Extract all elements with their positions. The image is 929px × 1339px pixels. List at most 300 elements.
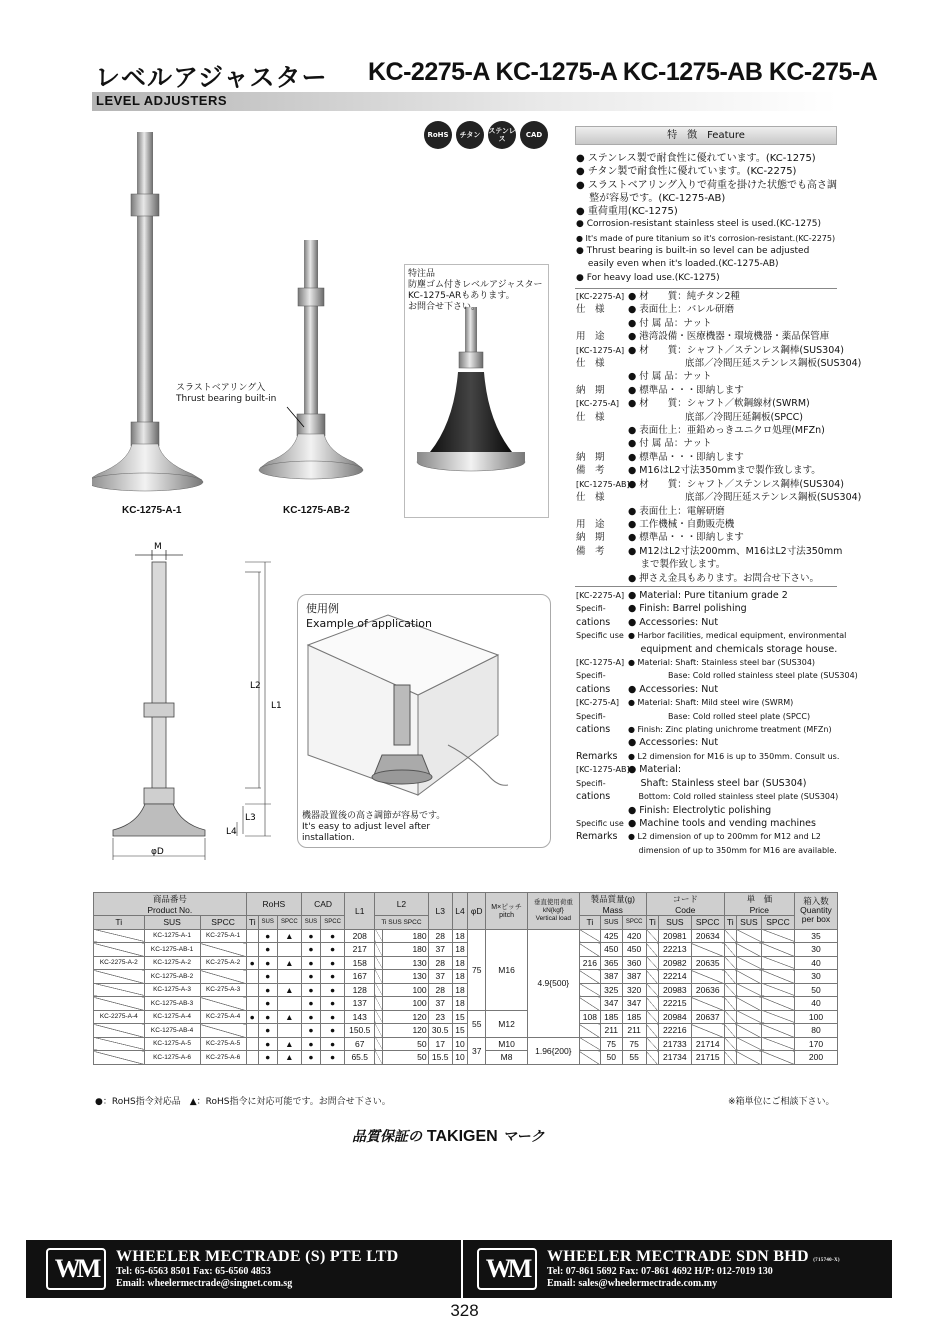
cad-spcc: ● <box>320 1037 344 1051</box>
spec-key <box>576 317 628 330</box>
code-spcc: 20637 <box>691 1010 724 1024</box>
mass-sus: 185 <box>601 1010 623 1024</box>
th-load: 垂直使用荷重 kN{kgf} Vertical load <box>527 893 579 930</box>
price-ti <box>724 956 736 970</box>
mass-spcc: 347 <box>622 997 646 1011</box>
mass-sus: 75 <box>601 1037 623 1051</box>
th-pitch: M×ピッチ pitch <box>486 893 528 930</box>
l1-cell: 143 <box>345 1010 375 1024</box>
spec-key: 備 考 <box>576 545 605 557</box>
product-no-sus: KC-1275-A-3 <box>144 983 200 997</box>
example-caption: 機器設置後の高さ調節が容易です。 It's easy to adjust level after installation. <box>302 811 446 843</box>
l4-cell: 15 <box>452 1010 467 1024</box>
spec-value: 底部／冷間圧延ステンレス鋼板(SUS304) <box>628 492 862 504</box>
cad-sus: ● <box>301 1051 320 1065</box>
spec-value: ● 材 質：シャフト／ステンレス鋼棒(SUS304) <box>628 344 844 356</box>
spec-value: ● 表面仕上：バレル研磨 <box>628 304 735 316</box>
mass-spcc: 420 <box>622 929 646 943</box>
product-no-sus: KC-1275-AB-1 <box>144 943 200 957</box>
special-order-note: 特注品 防塵ゴム付きレベルアジャスター KC-1275-ARもあります。 お問合せ下さい。 <box>408 269 543 312</box>
price-spcc <box>762 1037 795 1051</box>
product-no-sus: KC-1275-AB-3 <box>144 997 200 1011</box>
spec-value: ● Accessories: Nut <box>628 616 719 628</box>
product-no-ti <box>94 983 145 997</box>
rohs-spcc: ▲ <box>277 956 301 970</box>
cad-spcc: ● <box>320 970 344 984</box>
product-no-spcc <box>200 997 246 1011</box>
th-rohs: RoHS <box>246 893 301 916</box>
l3-cell: 37 <box>428 970 452 984</box>
example-title: 使用例 Example of application <box>306 602 432 630</box>
spec-key: cations <box>576 616 611 628</box>
price-ti <box>724 970 736 984</box>
spec-value: まで製作致します。 <box>628 559 726 571</box>
th-l3: L3 <box>428 893 452 930</box>
code-sus: 21733 <box>658 1037 691 1051</box>
code-sus: 20983 <box>658 983 691 997</box>
rohs-spcc <box>277 943 301 957</box>
load-cell: 4.9{500} <box>527 929 579 1037</box>
spec-key: [KC-1275-A] <box>576 345 625 355</box>
l3-cell: 23 <box>428 1010 452 1024</box>
spec-key: Specific use <box>576 818 624 828</box>
thrust-bearing-label: スラストベアリング入 Thrust bearing built-in <box>176 383 277 404</box>
rohs-sus: ● <box>258 1037 277 1051</box>
spec-row <box>576 384 838 397</box>
mass-ti <box>579 983 600 997</box>
spec-value: ● Harbor facilities, medical equipment, environmental <box>628 631 847 641</box>
mass-ti <box>579 1024 600 1038</box>
spec-key <box>576 643 628 656</box>
certification-badges <box>424 121 548 149</box>
price-ti <box>724 983 736 997</box>
th-l4: L4 <box>452 893 467 930</box>
rohs-spcc <box>277 970 301 984</box>
feature-item: ● ステンレス製で耐食性に優れています。(KC-1275) <box>576 153 816 164</box>
spec-value: ● Machine tools and vending machines <box>628 817 816 829</box>
spec-key <box>576 370 628 383</box>
company-email-my: Email: sales@wheelermectrade.com.my <box>547 1278 718 1289</box>
mass-spcc: 387 <box>622 970 646 984</box>
l1-cell: 67 <box>345 1037 375 1051</box>
code-spcc: 20635 <box>691 956 724 970</box>
rohs-sus: ● <box>258 983 277 997</box>
dim-l4: L4 <box>226 827 237 837</box>
price-spcc <box>762 1024 795 1038</box>
spec-value: ● 付 属 品：ナット <box>628 438 712 450</box>
product-no-spcc: KC-275-A-2 <box>200 956 246 970</box>
d-cell: 75 <box>468 929 486 1010</box>
qty-cell: 100 <box>794 1010 837 1024</box>
code-sus: 20984 <box>658 1010 691 1024</box>
qty-cell: 30 <box>794 943 837 957</box>
l2-ti-cell <box>375 1051 383 1065</box>
product-no-ti <box>94 929 145 943</box>
table-note: ※箱単位にご相談下さい。 <box>728 1097 835 1107</box>
rohs-spcc: ▲ <box>277 983 301 997</box>
spec-key <box>576 844 628 857</box>
product-no-sus: KC-1275-A-5 <box>144 1037 200 1051</box>
spec-row <box>576 437 838 450</box>
dealer-malaysia <box>461 1240 892 1298</box>
l2-cell: 100 <box>383 983 428 997</box>
spec-value: ● Finish: Barrel polishing <box>628 603 747 615</box>
product-no-ti <box>94 943 145 957</box>
mass-sus: 365 <box>601 956 623 970</box>
spec-key: Specifi- <box>576 711 606 721</box>
code-sus: 22216 <box>658 1024 691 1038</box>
product-no-ti <box>94 1051 145 1065</box>
spec-key: 納 期 <box>576 384 605 396</box>
spec-row <box>576 830 838 843</box>
product-no-spcc: KC-275-A-6 <box>200 1051 246 1065</box>
dim-m: M <box>154 542 162 552</box>
code-sus: 20981 <box>658 929 691 943</box>
cad-sus: ● <box>301 943 320 957</box>
l4-cell: 18 <box>452 997 467 1011</box>
spec-row <box>576 750 838 763</box>
rohs-ti <box>246 1051 258 1065</box>
spec-key: [KC-275-A] <box>576 399 619 409</box>
spec-value: Shaft: Stainless steel bar (SUS304) <box>628 777 807 789</box>
code-sus: 22214 <box>658 970 691 984</box>
spec-value: ● L2 dimension for M16 is up to 350mm. Consult us. <box>628 751 840 761</box>
mass-spcc: 211 <box>622 1024 646 1038</box>
cad-sus: ● <box>301 983 320 997</box>
spec-row <box>576 518 838 531</box>
spec-row <box>576 545 843 558</box>
spec-key: [KC-2275-A] <box>576 292 625 301</box>
cad-sus: ● <box>301 929 320 943</box>
price-sus <box>736 1024 761 1038</box>
qty-cell: 170 <box>794 1037 837 1051</box>
product-no-ti <box>94 1024 145 1038</box>
spec-row <box>576 411 838 424</box>
spec-row <box>576 710 838 723</box>
qty-cell: 30 <box>794 970 837 984</box>
rohs-spcc: ▲ <box>277 1010 301 1024</box>
page-number: 328 <box>450 1301 479 1320</box>
l2-ti-cell <box>375 983 383 997</box>
cad-spcc: ● <box>320 983 344 997</box>
th-cad: CAD <box>301 893 344 916</box>
cad-sus: ● <box>301 1037 320 1051</box>
company-name-my: WHEELER MECTRADE SDN BHD <box>547 1248 809 1265</box>
code-spcc: 20634 <box>691 929 724 943</box>
l3-cell: 30.5 <box>428 1024 452 1038</box>
code-ti <box>646 1024 658 1038</box>
th-sus: SUS <box>144 916 200 930</box>
spec-value: Base: Cold rolled stainless steel plate (SUS304) <box>628 671 858 681</box>
dimension-drawing <box>95 538 295 868</box>
spec-value: ● 押さえ金具もあります。お問合せ下さい。 <box>628 572 820 584</box>
th-spcc: SPCC <box>200 916 246 930</box>
qty-cell: 80 <box>794 1024 837 1038</box>
code-spcc: 21714 <box>691 1037 724 1051</box>
product-no-spcc <box>200 1024 246 1038</box>
th-l1: L1 <box>345 893 375 930</box>
price-sus <box>736 983 761 997</box>
spec-key: 備 考 <box>576 465 605 477</box>
price-ti <box>724 1037 736 1051</box>
d-cell: 55 <box>468 1010 486 1037</box>
price-ti <box>724 929 736 943</box>
spec-key: 仕 様 <box>576 411 605 423</box>
price-spcc <box>762 997 795 1011</box>
spec-key <box>576 505 628 518</box>
th-rohs-spcc: SPCC <box>277 916 301 930</box>
th-mass: 製品質量(g) Mass <box>579 893 646 916</box>
price-spcc <box>762 970 795 984</box>
spec-value: ● M12はL2寸法200mm、M16はL2寸法350mm <box>628 545 843 557</box>
product-no-sus: KC-1275-A-6 <box>144 1051 200 1065</box>
price-ti <box>724 1051 736 1065</box>
spec-row <box>576 790 838 803</box>
code-spcc <box>691 997 724 1011</box>
mass-spcc: 360 <box>622 956 646 970</box>
brand-name: TAKIGEN <box>426 1128 498 1145</box>
l2-ti-cell <box>375 956 383 970</box>
l1-cell: 150.5 <box>345 1024 375 1038</box>
mass-ti <box>579 970 600 984</box>
page-title-jp: レベルアジャスター <box>95 63 328 92</box>
company-reg-my: (715740-X) <box>813 1258 840 1263</box>
spec-row <box>576 357 862 370</box>
product-no-spcc <box>200 970 246 984</box>
th-mass-spcc: SPCC <box>622 916 646 930</box>
spec-row <box>576 723 838 736</box>
spec-key: [KC-1275-A] <box>576 658 625 668</box>
stainless-icon: ステンレス <box>488 121 516 149</box>
divider <box>575 586 837 587</box>
th-code-ti: Ti <box>646 916 658 930</box>
pitch-cell: M10 <box>486 1037 528 1051</box>
qty-cell: 40 <box>794 997 837 1011</box>
spec-row <box>576 505 838 518</box>
table-row <box>94 1037 838 1051</box>
photo-label-left: KC-1275-A-1 <box>122 505 182 516</box>
l4-cell: 15 <box>452 1024 467 1038</box>
mass-spcc: 185 <box>622 1010 646 1024</box>
feature-item: ● 重荷重用(KC-1275) <box>576 206 678 218</box>
divider <box>575 288 837 289</box>
spec-value: dimension of up to 350mm for M16 are available. <box>628 845 837 855</box>
spec-key <box>576 424 628 437</box>
rohs-ti <box>246 983 258 997</box>
l2-cell: 100 <box>383 997 428 1011</box>
pitch-cell: M16 <box>486 929 528 1010</box>
product-no-spcc: KC-275-A-1 <box>200 929 246 943</box>
spec-value: Bottom: Cold rolled stainless steel plate (SUS304) <box>628 792 839 802</box>
rohs-sus: ● <box>258 1010 277 1024</box>
spec-value: ● Finish: Electrolytic polishing <box>628 804 772 816</box>
dim-d: φD <box>151 847 164 857</box>
price-spcc <box>762 1010 795 1024</box>
spec-value: ● Material: Shaft: Stainless steel bar (SUS304) <box>628 658 816 668</box>
rohs-spcc <box>277 997 301 1011</box>
mass-spcc: 320 <box>622 983 646 997</box>
spec-value: ● Accessories: Nut <box>628 683 719 695</box>
code-ti <box>646 983 658 997</box>
spec-key: [KC-1275-AB] <box>576 765 630 775</box>
mass-sus: 211 <box>601 1024 623 1038</box>
table-row <box>94 956 838 970</box>
l2-ti-cell <box>375 1037 383 1051</box>
price-ti <box>724 1024 736 1038</box>
spec-value: ● Material: <box>628 764 682 776</box>
spec-value: ● 材 質：シャフト／軟鋼線材(SWRM) <box>628 398 810 410</box>
spec-row <box>576 602 838 615</box>
mass-sus: 347 <box>601 997 623 1011</box>
th-rohs-sus: SUS <box>258 916 277 930</box>
mass-spcc: 450 <box>622 943 646 957</box>
code-sus: 20982 <box>658 956 691 970</box>
code-ti <box>646 956 658 970</box>
spec-key: cations <box>576 791 611 803</box>
mass-sus: 425 <box>601 929 623 943</box>
spec-value: ● L2 dimension of up to 200mm for M12 and L2 <box>628 832 821 842</box>
spec-row <box>576 451 838 464</box>
price-ti <box>724 943 736 957</box>
pitch-cell: M8 <box>486 1051 528 1065</box>
th-cad-spcc: SPCC <box>320 916 344 930</box>
cad-sus: ● <box>301 997 320 1011</box>
rohs-sus: ● <box>258 997 277 1011</box>
th-mass-sus: SUS <box>601 916 623 930</box>
l2-ti-cell <box>375 943 383 957</box>
th-qty: 箱入数 Quantity per box <box>794 893 837 930</box>
l2-cell: 50 <box>383 1037 428 1051</box>
spec-row <box>576 558 838 571</box>
spec-key <box>576 804 628 817</box>
l1-cell: 65.5 <box>345 1051 375 1065</box>
price-sus <box>736 1037 761 1051</box>
l4-cell: 10 <box>452 1051 467 1065</box>
spec-value: ● Material: Pure titanium grade 2 <box>628 590 788 601</box>
table-row <box>94 1010 838 1024</box>
l3-cell: 28 <box>428 983 452 997</box>
company-name-sg: WHEELER MECTRADE (S) PTE LTD <box>116 1248 399 1265</box>
spec-key: cations <box>576 724 611 736</box>
price-sus <box>736 1051 761 1065</box>
table-row <box>94 997 838 1011</box>
company-email-sg: Email: wheelermectrade@singnet.com.sg <box>116 1278 293 1289</box>
spec-row <box>576 531 838 544</box>
spec-value: ● 標準品・・・即納します <box>628 384 744 396</box>
spec-key: 納 期 <box>576 451 605 463</box>
cad-sus: ● <box>301 970 320 984</box>
l2-ti-cell <box>375 970 383 984</box>
feature-item: 整が容易です。(KC-1275-AB) <box>576 192 726 204</box>
feature-item: ● チタン製で耐食性に優れています。(KC-2275) <box>576 166 797 178</box>
code-ti <box>646 1037 658 1051</box>
mass-ti <box>579 997 600 1011</box>
price-spcc <box>762 929 795 943</box>
th-product: 商品番号 Product No. <box>94 893 247 916</box>
product-no-ti <box>94 997 145 1011</box>
d-cell: 37 <box>468 1037 486 1064</box>
spec-row <box>576 317 838 330</box>
cad-spcc: ● <box>320 1010 344 1024</box>
spec-key: cations <box>576 683 611 695</box>
spec-key: 納 期 <box>576 532 605 544</box>
subtitle-bar <box>92 92 837 111</box>
price-sus <box>736 956 761 970</box>
th-rohs-ti: Ti <box>246 916 258 930</box>
feature-item: ● スラストベアリング入りで荷重を掛けた状態でも高さ調 <box>576 179 838 191</box>
spec-row <box>576 844 838 857</box>
price-ti <box>724 997 736 1011</box>
spec-key: [KC-1275-AB] <box>576 479 630 489</box>
spec-key: 仕 様 <box>576 358 605 370</box>
rohs-ti <box>246 970 258 984</box>
price-sus <box>736 997 761 1011</box>
spec-row <box>576 763 838 776</box>
dim-l2: L2 <box>250 681 261 691</box>
spec-key <box>576 572 628 585</box>
l4-cell: 10 <box>452 1037 467 1051</box>
spec-key: Remarks <box>576 750 618 762</box>
spec-row <box>576 817 838 830</box>
price-spcc <box>762 983 795 997</box>
spec-row <box>576 589 838 602</box>
spec-value: ● 表面仕上：亜鉛めっきユニクロ処理(MFZn) <box>628 425 825 437</box>
spec-value: Base: Cold rolled steel plate (SPCC) <box>628 711 811 721</box>
rohs-ti <box>246 1024 258 1038</box>
spec-key: 用 途 <box>576 518 605 530</box>
spec-key: Specifi- <box>576 778 606 788</box>
feature-item: ● It's made of pure titanium so it's corrosion-resistant.(KC-2275) <box>576 233 836 243</box>
code-spcc: 20636 <box>691 983 724 997</box>
l2-cell: 180 <box>383 929 428 943</box>
spec-key: Specific use <box>576 631 624 641</box>
cad-spcc: ● <box>320 956 344 970</box>
table-legend: ●：RoHS指令対応品 ▲：RoHS指令に対応可能です。お問合せ下さい。 <box>95 1097 391 1107</box>
spec-row <box>576 683 838 696</box>
code-ti <box>646 1051 658 1065</box>
spec-value: ● 港湾設備・医療機器・環境機器・薬品保管庫 <box>628 331 830 343</box>
spec-value: 底部／冷間圧延鋼板(SPCC) <box>628 411 803 423</box>
spec-row <box>576 370 838 383</box>
feature-item: ● Thrust bearing is built-in so level can be adjusted <box>576 246 810 257</box>
code-ti <box>646 1010 658 1024</box>
mass-sus: 387 <box>601 970 623 984</box>
spec-row <box>576 330 838 343</box>
mass-spcc: 75 <box>622 1037 646 1051</box>
rohs-sus: ● <box>258 956 277 970</box>
spec-row <box>576 643 838 656</box>
product-no-ti: KC-2275-A-4 <box>94 1010 145 1024</box>
spec-table <box>93 892 838 1065</box>
spec-value: equipment and chemicals storage house. <box>628 643 838 655</box>
spec-row <box>576 777 838 790</box>
l4-cell: 18 <box>452 929 467 943</box>
example-of-application <box>297 594 551 848</box>
product-no-ti: KC-2275-A-2 <box>94 956 145 970</box>
code-sus: 21734 <box>658 1051 691 1065</box>
mass-ti <box>579 1037 600 1051</box>
price-ti <box>724 1010 736 1024</box>
table-row <box>94 1051 838 1065</box>
spec-key: 用 途 <box>576 331 605 343</box>
price-spcc <box>762 943 795 957</box>
l2-ti-cell <box>375 997 383 1011</box>
dealer-singapore <box>26 1240 461 1298</box>
code-spcc <box>691 1024 724 1038</box>
qty-cell: 200 <box>794 1051 837 1065</box>
rohs-spcc: ▲ <box>277 1037 301 1051</box>
spec-row <box>576 629 847 642</box>
